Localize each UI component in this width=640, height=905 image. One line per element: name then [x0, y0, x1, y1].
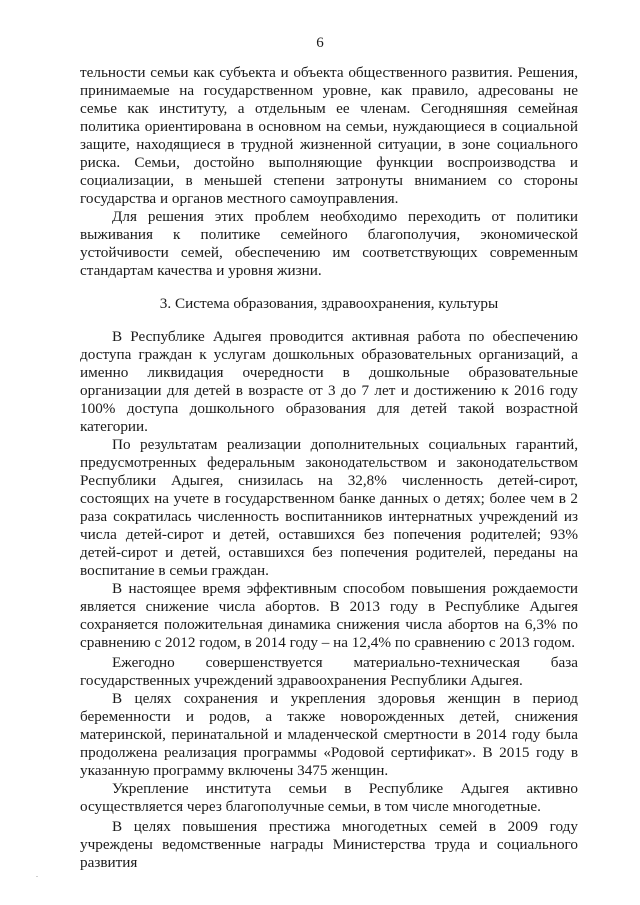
paragraph-maternal-health: В целях сохранения и укрепления здоровья женщин в период беременности и родов, а также новорожденных детей, снижения материнской, перинатальной и младенческой смертности в 2014 году была продолжена реализация программы «Родовой сертификат». В 2015 году в указанную программу включены 3475 женщин.: [80, 690, 578, 779]
document-body: [80, 64, 578, 872]
section-heading: 3. Система образования, здравоохранения, культуры: [159, 295, 499, 312]
paragraph-healthcare-base: Ежегодно совершенствуется материально-техническая база государственных учреждений здравоохранения Республики Адыгея.: [80, 654, 578, 689]
page-number: 6: [316, 35, 324, 51]
paragraph-family-policy: тельности семьи как субъекта и объекта общественного развития. Решения, принимаемые на государственном уровне, как правило, адресованы не семье как институту, а отдельным ее членам. Сегодняшняя семейная политика ориентирована в основном на семьи, нуждающиеся в социальной защите, находящиеся в трудной жизненной ситуации, в зоне социального риска. Семьи, достойно выполняющие функции воспроизводства и социализации, в меньшей степени затронуты вниманием со стороны государства и органов местного самоуправления.: [80, 64, 578, 207]
paragraph-policy-transition: Для решения этих проблем необходимо переходить от политики выживания к политике семейного благополучия, экономической устойчивости семей, обеспечению им соответствующих современным стандартам качества и уровня жизни.: [80, 208, 578, 279]
paragraph-birth-rate: В настоящее время эффективным способом повышения рождаемости является снижение числа абортов. В 2013 году в Республике Адыгея сохраняется положительная динамика снижения числа абортов на 6,3% по сравнению с 2012 годом, в 2014 году – на 12,4% по сравнению с 2013 годом.: [80, 580, 578, 651]
scan-artifact: [36, 876, 38, 877]
paragraph-large-families-awards: В целях повышения престижа многодетных семей в 2009 году учреждены ведомственные награды Министерства труда и социального развития: [80, 818, 578, 871]
paragraph-social-guarantees: По результатам реализации дополнительных социальных гарантий, предусмотренных федеральным законодательством и законодательством Республики Адыгея, снизилась на 32,8% численность детей-сирот, состоящих на учете в государственном банке данных о детях; более чем в 2 раза сократилась численность воспитанников интернатных учреждений из числа детей-сирот и детей, оставшихся без попечения родителей; 93% детей-сирот и детей, оставшихся без попечения родителей, переданы на воспитание в семьи граждан.: [80, 436, 578, 579]
paragraph-family-institute: Укрепление института семьи в Республике Адыгея активно осуществляется через благополучные семьи, в том числе многодетные.: [80, 780, 578, 815]
paragraph-preschool-access: В Республике Адыгея проводится активная работа по обеспечению доступа граждан к услугам дошкольных образовательных организаций, а именно ликвидация очередности в дошкольные образовательные организации для детей в возрасте от 3 до 7 лет и достижению к 2016 году 100% доступа дошкольного образования для детей такой возрастной категории.: [80, 328, 578, 435]
